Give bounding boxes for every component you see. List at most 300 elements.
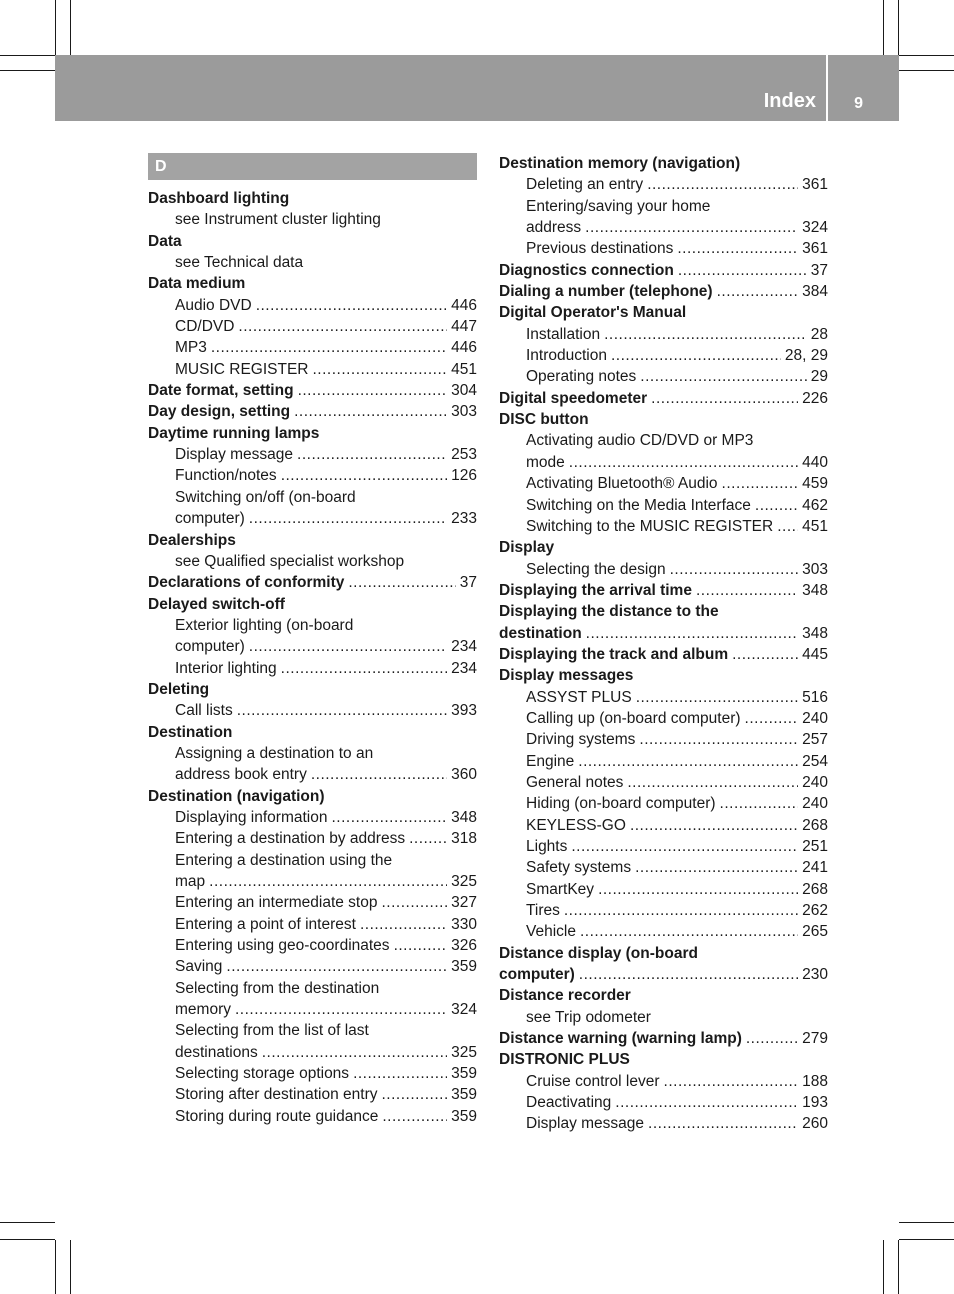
crop-mark	[70, 1240, 71, 1294]
index-entry-page: 251	[802, 838, 828, 855]
index-entry-label: MUSIC REGISTER	[175, 360, 309, 378]
dot-leader	[249, 636, 447, 657]
index-entry-subentry	[148, 764, 477, 785]
index-entry-label: Switching on/off (on-board	[175, 488, 356, 506]
index-entry-page: 393	[451, 702, 477, 720]
dot-leader	[297, 444, 447, 465]
dot-leader	[298, 380, 448, 401]
dot-leader	[755, 495, 798, 516]
index-entry-subentry	[499, 1113, 828, 1134]
dot-leader	[235, 999, 447, 1020]
index-entry-page: 37	[459, 574, 477, 592]
index-entry-label: Deleting an entry	[526, 176, 644, 194]
index-entry-page: 446	[451, 296, 477, 314]
index-entry-subentry	[148, 487, 477, 508]
dot-leader	[249, 508, 447, 529]
index-entry-label: Lights	[526, 838, 568, 855]
index-entry-label: Vehicle	[526, 923, 576, 941]
index-entry-label: MP3	[175, 339, 207, 357]
index-entry-heading	[499, 153, 828, 174]
index-entry-label: Distance display (on-board	[499, 944, 698, 962]
index-entry-label: Entering a destination using the	[175, 851, 393, 869]
dot-leader	[630, 815, 798, 836]
index-entry-label: Saving	[175, 958, 223, 976]
dot-leader	[580, 921, 798, 942]
index-entry-page: 188	[802, 1072, 828, 1090]
index-entry-heading	[499, 302, 828, 323]
index-entry-heading	[499, 644, 828, 665]
index-entry-subentry	[499, 217, 828, 238]
index-entry-label: Dialing a number (telephone)	[499, 283, 713, 301]
index-entry-label: Exterior lighting (on-board	[175, 616, 354, 634]
index-entry-subentry	[148, 551, 477, 572]
index-entry-label: destinations	[175, 1043, 258, 1061]
index-entry-label: address	[526, 219, 582, 237]
index-entry-label: Distance warning (warning lamp)	[499, 1030, 742, 1048]
index-entry-page: 268	[802, 880, 828, 898]
index-entry-page: 234	[451, 659, 477, 677]
index-entry-subentry	[148, 1063, 477, 1084]
index-entry-page: 324	[802, 219, 828, 237]
index-entry-label: Storing during route guidance	[175, 1107, 379, 1125]
index-entry-label: KEYLESS-GO	[526, 816, 626, 834]
dot-leader	[409, 828, 447, 849]
index-entry-page: 193	[802, 1094, 828, 1112]
index-entry-label: Data	[148, 232, 182, 250]
index-entry-label: Hiding (on-board computer)	[526, 795, 716, 813]
page-number: 9	[854, 95, 863, 112]
index-entry-page: 226	[802, 389, 828, 407]
index-entry-heading	[148, 594, 477, 615]
index-entry-subentry	[499, 473, 828, 494]
index-entry-heading	[148, 231, 477, 252]
index-entry-page: 360	[451, 766, 477, 784]
index-entry-label: Storing after destination entry	[175, 1086, 378, 1104]
index-entry-label: Display messages	[499, 667, 634, 685]
index-entry-page: 37	[810, 261, 828, 279]
index-entry-label: Call lists	[175, 702, 233, 720]
index-entry-label: DISTRONIC PLUS	[499, 1051, 630, 1069]
index-entry-page: 268	[802, 816, 828, 834]
index-entry-heading	[499, 601, 828, 622]
dot-leader	[696, 580, 798, 601]
index-entry-heading	[499, 1049, 828, 1070]
index-entry-label: Calling up (on-board computer)	[526, 709, 741, 727]
index-entry-label: see Technical data	[175, 254, 304, 272]
index-entry-subentry	[148, 359, 477, 380]
index-entry-subentry	[148, 850, 477, 871]
index-entry-subentry	[148, 615, 477, 636]
index-entry-subentry	[499, 238, 828, 259]
index-entry-page: 257	[802, 731, 828, 749]
index-entry-label: Entering an intermediate stop	[175, 894, 378, 912]
index-entry-subentry	[499, 729, 828, 750]
dot-leader	[281, 465, 447, 486]
index-entry-subentry	[499, 751, 828, 772]
index-entry-label: Entering a point of interest	[175, 915, 356, 933]
index-column-right	[499, 153, 828, 1135]
index-entry-label: Interior lighting	[175, 659, 277, 677]
dot-leader	[664, 1071, 799, 1092]
crop-mark	[0, 70, 55, 71]
index-entry-label: Data medium	[148, 275, 246, 293]
dot-leader	[353, 1063, 447, 1084]
index-entry-label: see Instrument cluster lighting	[175, 211, 381, 229]
index-entry-subentry	[499, 857, 828, 878]
index-entry-subentry	[148, 658, 477, 679]
index-entry-page: 230	[802, 966, 828, 984]
index-list-left	[148, 188, 477, 1127]
index-entry-subentry	[499, 708, 828, 729]
dot-leader	[639, 729, 798, 750]
index-entry-label: Switching to the MUSIC REGISTER	[526, 517, 774, 535]
index-entry-label: SmartKey	[526, 880, 595, 898]
index-entry-label: Selecting the design	[526, 560, 666, 578]
index-entry-heading	[499, 964, 828, 985]
dot-leader	[636, 687, 798, 708]
index-entry-page: 318	[451, 830, 477, 848]
index-entry-heading	[148, 722, 477, 743]
crop-mark	[899, 1222, 954, 1223]
index-entry-heading	[148, 380, 477, 401]
index-entry-subentry	[499, 900, 828, 921]
index-entry-subentry	[148, 1106, 477, 1127]
index-entry-subentry	[499, 430, 828, 451]
index-entry-label: Tires	[526, 902, 560, 920]
crop-mark	[70, 0, 71, 55]
index-entry-subentry	[148, 871, 477, 892]
dot-leader	[381, 892, 447, 913]
index-entry-page: 254	[802, 752, 828, 770]
index-entry-heading	[148, 679, 477, 700]
index-entry-subentry	[499, 559, 828, 580]
dot-leader	[717, 281, 799, 302]
dot-leader	[678, 260, 807, 281]
index-entry-subentry	[499, 196, 828, 217]
dot-leader	[382, 1106, 447, 1127]
index-entry-page: 359	[451, 1086, 477, 1104]
index-entry-subentry	[499, 793, 828, 814]
dot-leader	[578, 751, 798, 772]
dot-leader	[209, 871, 447, 892]
dot-leader	[585, 217, 798, 238]
index-entry-subentry	[148, 1084, 477, 1105]
index-entry-page: 445	[802, 645, 828, 663]
index-entry-subentry	[148, 337, 477, 358]
crop-mark	[883, 1240, 884, 1294]
index-entry-page: 348	[802, 624, 828, 642]
index-entry-subentry	[499, 174, 828, 195]
dot-leader	[564, 900, 798, 921]
index-entry-label: Deleting	[148, 680, 210, 698]
index-entry-label: Engine	[526, 752, 575, 770]
dot-leader	[745, 708, 799, 729]
index-entry-heading	[148, 401, 477, 422]
crop-mark	[55, 0, 56, 55]
index-entry-heading	[148, 530, 477, 551]
index-entry-subentry	[148, 978, 477, 999]
index-entry-label: Digital speedometer	[499, 389, 648, 407]
index-entry-page: 324	[451, 1001, 477, 1019]
index-entry-label: Display	[499, 539, 555, 557]
index-entry-heading	[499, 281, 828, 302]
index-entry-label: Installation	[526, 325, 601, 343]
index-entry-label: Display message	[526, 1115, 645, 1133]
index-entry-subentry	[148, 914, 477, 935]
index-entry-subentry	[499, 495, 828, 516]
index-entry-page: 348	[451, 808, 477, 826]
index-entry-subentry	[148, 316, 477, 337]
dot-leader	[651, 388, 798, 409]
index-entry-subentry	[148, 1020, 477, 1041]
index-entry-page: 327	[451, 894, 477, 912]
index-entry-label: Displaying the track and album	[499, 645, 729, 663]
dot-leader	[226, 956, 447, 977]
index-entry-label: map	[175, 873, 206, 890]
crop-mark	[0, 1239, 55, 1240]
index-entry-page: 262	[802, 902, 828, 920]
index-entry-heading	[148, 188, 477, 209]
index-entry-subentry	[499, 324, 828, 345]
index-entry-subentry	[148, 295, 477, 316]
index-entry-label: Daytime running lamps	[148, 424, 320, 442]
index-entry-label: Switching on the Media Interface	[526, 496, 751, 514]
index-entry-subentry	[499, 366, 828, 387]
index-entry-subentry	[148, 700, 477, 721]
dot-leader	[635, 857, 798, 878]
index-entry-page: 384	[802, 283, 828, 301]
dot-leader	[262, 1042, 447, 1063]
index-entry-label: Driving systems	[526, 731, 636, 749]
index-entry-page: 446	[451, 339, 477, 357]
index-entry-page: 326	[451, 937, 477, 955]
dot-leader	[281, 658, 447, 679]
index-entry-subentry	[499, 815, 828, 836]
index-entry-label: CD/DVD	[175, 318, 235, 336]
index-entry-heading	[499, 943, 828, 964]
dot-leader	[571, 836, 798, 857]
index-entry-page: 304	[451, 382, 477, 400]
index-entry-subentry	[148, 807, 477, 828]
index-entry-page: 440	[802, 453, 828, 471]
index-entry-heading	[499, 260, 828, 281]
crop-mark	[899, 55, 954, 56]
index-entry-label: Cruise control lever	[526, 1072, 660, 1090]
index-entry-subentry	[499, 772, 828, 793]
index-entry-page: 516	[802, 688, 828, 706]
dot-leader	[777, 516, 798, 537]
index-entry-page: 348	[802, 581, 828, 599]
index-entry-page: 330	[451, 915, 477, 933]
index-entry-subentry	[499, 687, 828, 708]
index-entry-page: 303	[802, 560, 828, 578]
dot-leader	[312, 359, 447, 380]
index-entry-subentry	[148, 636, 477, 657]
index-entry-label: General notes	[526, 773, 624, 791]
index-entry-label: address book entry	[175, 766, 307, 784]
index-entry-heading	[499, 409, 828, 430]
index-entry-label: see Trip odometer	[526, 1008, 651, 1026]
page-header	[55, 55, 899, 121]
index-entry-heading	[499, 537, 828, 558]
dot-leader	[746, 1028, 798, 1049]
crop-mark	[0, 1222, 55, 1223]
index-entry-subentry	[499, 836, 828, 857]
index-entry-page: 451	[451, 360, 477, 378]
dot-leader	[598, 879, 798, 900]
index-entry-label: Diagnostics connection	[499, 261, 674, 279]
index-entry-page: 233	[451, 510, 477, 528]
index-entry-heading	[499, 985, 828, 1006]
index-entry-label: computer)	[175, 638, 245, 656]
index-entry-label: Previous destinations	[526, 240, 674, 258]
index-entry-subentry	[148, 209, 477, 230]
index-entry-label: Day design, setting	[148, 403, 291, 421]
index-entry-label: Operating notes	[526, 368, 637, 386]
index-entry-page: 303	[451, 403, 477, 421]
index-entry-page: 265	[802, 923, 828, 941]
index-entry-page: 279	[802, 1030, 828, 1048]
index-entry-label: Deactivating	[526, 1094, 612, 1112]
index-entry-heading	[499, 623, 828, 644]
index-entry-label: Dealerships	[148, 531, 236, 549]
dot-leader	[348, 572, 455, 593]
dot-leader	[647, 174, 798, 195]
dot-leader	[732, 644, 798, 665]
index-entry-label: Selecting storage options	[175, 1065, 350, 1083]
index-entry-label: Displaying information	[175, 808, 328, 826]
index-entry-page: 359	[451, 1065, 477, 1083]
index-entry-page: 234	[451, 638, 477, 656]
index-entry-subentry	[499, 1007, 828, 1028]
index-entry-subentry	[499, 879, 828, 900]
index-entry-label: Selecting from the destination	[175, 979, 380, 997]
crop-mark	[898, 1240, 899, 1294]
crop-mark	[55, 1240, 56, 1294]
dot-leader	[579, 964, 798, 985]
index-entry-label: Entering a destination by address	[175, 830, 406, 848]
dot-leader	[720, 793, 799, 814]
index-entry-subentry	[148, 892, 477, 913]
index-entry-subentry	[148, 999, 477, 1020]
dot-leader	[648, 1113, 798, 1134]
index-entry-label: mode	[526, 453, 565, 471]
crop-mark	[899, 1239, 954, 1240]
index-entry-subentry	[499, 516, 828, 537]
dot-leader	[615, 1092, 798, 1113]
crop-mark	[898, 0, 899, 55]
index-entry-label: Audio DVD	[175, 296, 252, 314]
index-entry-label: Function/notes	[175, 467, 277, 485]
index-entry-label: Selecting from the list of last	[175, 1022, 369, 1040]
index-entry-subentry	[148, 935, 477, 956]
index-entry-heading	[499, 1028, 828, 1049]
index-entry-label: computer)	[175, 510, 245, 528]
index-entry-page: 359	[451, 1107, 477, 1125]
dot-leader	[627, 772, 798, 793]
index-entry-label: Destination	[148, 723, 233, 741]
dot-leader	[381, 1084, 447, 1105]
section-letter: D	[148, 153, 477, 180]
index-entry-label: DISC button	[499, 411, 589, 429]
dot-leader	[394, 935, 448, 956]
index-entry-subentry	[499, 921, 828, 942]
index-entry-label: destination	[499, 624, 582, 642]
dot-leader	[670, 559, 799, 580]
index-entry-heading	[148, 423, 477, 444]
index-entry-label: Entering/saving your home	[526, 197, 711, 215]
dot-leader	[294, 401, 447, 422]
index-entry-subentry	[148, 956, 477, 977]
index-entry-page: 447	[451, 318, 477, 336]
index-entry-subentry	[148, 743, 477, 764]
index-entry-page: 240	[802, 709, 828, 727]
index-entry-page: 361	[802, 176, 828, 194]
crop-mark	[883, 0, 884, 55]
dot-leader	[677, 238, 798, 259]
index-entry-subentry	[148, 252, 477, 273]
index-entry-subentry	[499, 452, 828, 473]
index-entry-label: computer)	[499, 966, 575, 984]
index-entry-page: 126	[451, 467, 477, 485]
index-entry-label: Entering using geo-coordinates	[175, 937, 390, 955]
index-entry-page: 325	[451, 873, 477, 890]
index-entry-label: ASSYST PLUS	[526, 688, 632, 706]
index-entry-page: 325	[451, 1043, 477, 1061]
index-entry-label: Destination (navigation)	[148, 787, 325, 805]
dot-leader	[311, 764, 447, 785]
index-entry-page: 28	[810, 325, 828, 343]
dot-leader	[586, 623, 798, 644]
index-entry-page: 459	[802, 475, 828, 493]
index-entry-subentry	[148, 508, 477, 529]
index-entry-page: 359	[451, 958, 477, 976]
index-entry-label: memory	[175, 1001, 231, 1019]
index-list-right	[499, 153, 828, 1135]
index-entry-label: Activating Bluetooth® Audio	[526, 475, 718, 493]
index-entry-label: Delayed switch-off	[148, 595, 285, 613]
dot-leader	[238, 316, 447, 337]
index-entry-page: 240	[802, 795, 828, 813]
index-entry-subentry	[148, 444, 477, 465]
index-entry-page: 29	[810, 368, 828, 386]
dot-leader	[211, 337, 447, 358]
index-entry-page: 240	[802, 773, 828, 791]
index-entry-page: 28, 29	[784, 347, 828, 365]
index-entry-label: Distance recorder	[499, 987, 631, 1005]
index-entry-label: Display message	[175, 446, 294, 464]
index-entry-heading	[499, 665, 828, 686]
index-entry-page: 462	[802, 496, 828, 514]
crop-mark	[0, 55, 55, 56]
index-entry-heading	[499, 388, 828, 409]
index-entry-subentry	[148, 828, 477, 849]
index-entry-subentry	[148, 465, 477, 486]
index-entry-label: Activating audio CD/DVD or MP3	[526, 432, 754, 450]
dot-leader	[640, 366, 806, 387]
dot-leader	[569, 452, 798, 473]
index-entry-page: 260	[802, 1115, 828, 1133]
dot-leader	[611, 345, 781, 366]
dot-leader	[604, 324, 807, 345]
dot-leader	[360, 914, 447, 935]
index-entry-page: 451	[802, 517, 828, 535]
index-entry-page: 241	[802, 859, 828, 877]
index-entry-label: Displaying the distance to the	[499, 603, 719, 621]
index-entry-label: Date format, setting	[148, 382, 294, 400]
dot-leader	[722, 473, 799, 494]
index-entry-label: Digital Operator's Manual	[499, 304, 687, 322]
